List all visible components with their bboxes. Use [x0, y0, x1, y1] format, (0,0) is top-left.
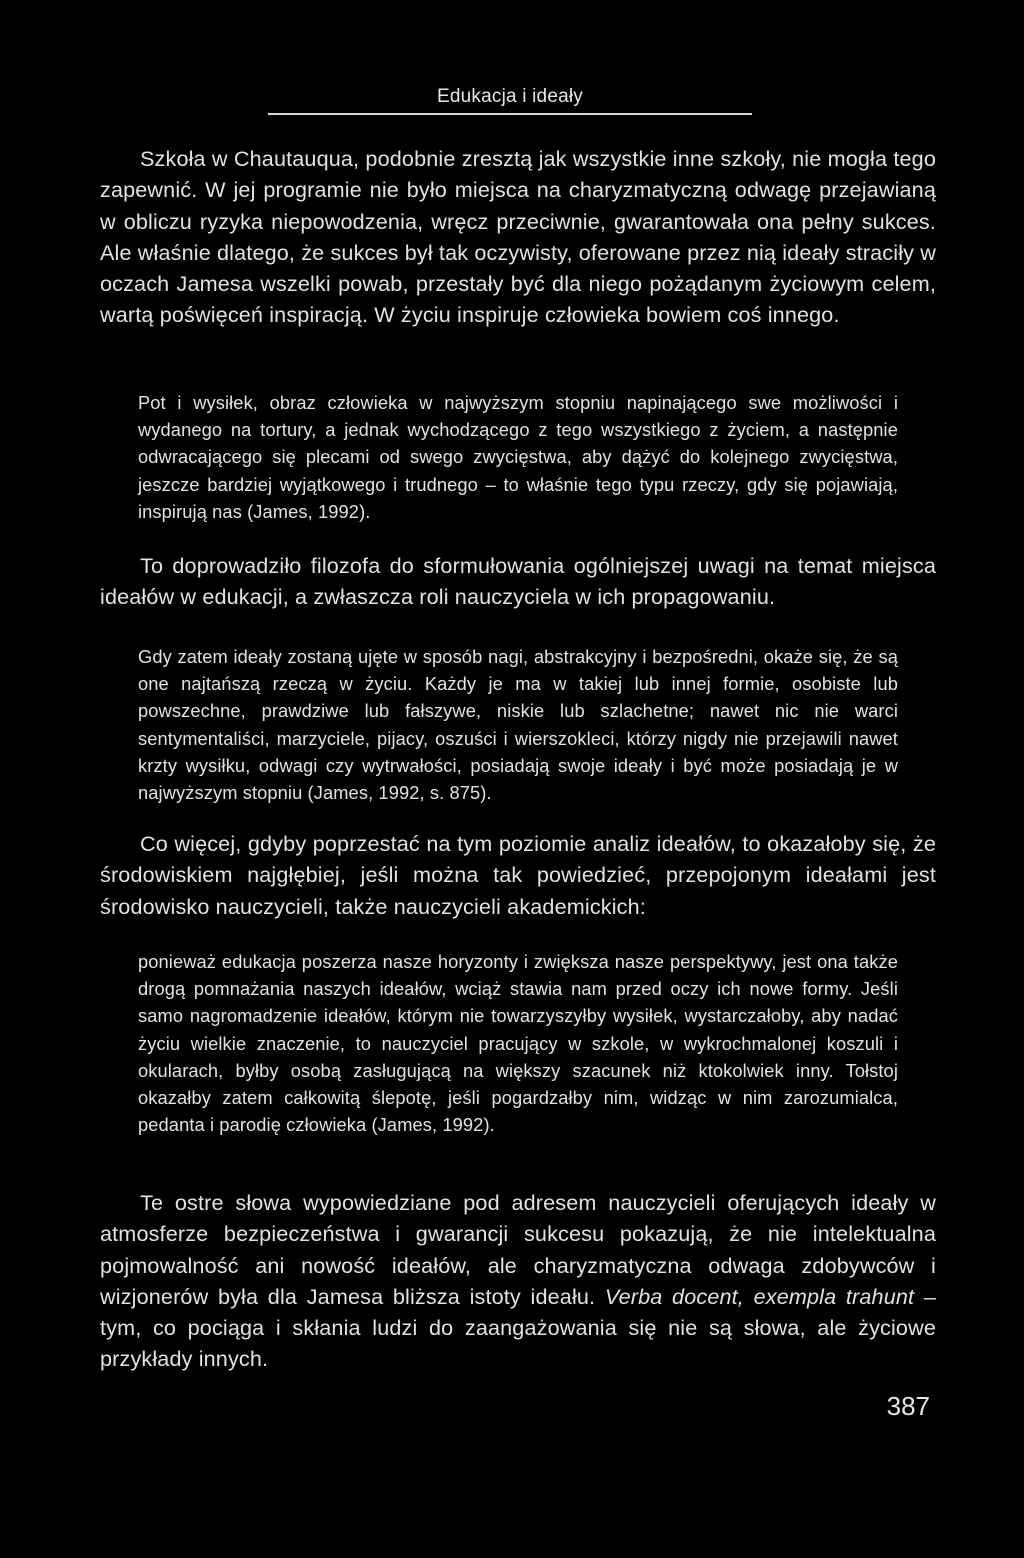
page-number: 387 [886, 1391, 930, 1421]
block-quote: Pot i wysiłek, obraz człowieka w najwyższym stopniu napinającego swe możliwości i wydanego na tortury, a jednak wychodzącego z tego wszystkiego z życiem, a następnie odwracającego się plecami od swego zwycięstwa, aby dążyć do kolejnego zwycięstwa, jeszcze bardziej wyjątkowego i trudnego – to właśnie tego typu rzeczy, gdy się pojawiają, inspirują nas (James, 1992). [138, 392, 898, 522]
body-paragraph: To doprowadziło filozofa do sformułowania ogólniejszej uwagi na temat miejsca ideałów w edukacji, a zwłaszcza roli nauczyciela w ich propagowaniu. [100, 553, 936, 610]
running-head: Edukacja i ideały [437, 86, 583, 107]
paragraph-text: – tym, co pociąga i skłania ludzi do zaangażowania się nie są słowa, ale życiowe przykłady innych. [100, 1283, 936, 1372]
latin-maxim: Verba docent, exempla trahunt [604, 1283, 915, 1309]
body-paragraph: Co więcej, gdyby poprzestać na tym poziomie analiz ideałów, to okazałoby się, że środowiskiem najgłębiej, jeśli można tak powiedzieć, przepojonym ideałami jest środowisko nauczycieli, także nauczycieli akademickich: [100, 831, 936, 919]
block-quote: Gdy zatem ideały zostaną ujęte w sposób nagi, abstrakcyjny i bezpośredni, okaże się, że są one najtańszą rzeczą w życiu. Każdy je ma w takiej lub innej formie, osobiste lub powszechne, prawdziwe lub fałszywe, niskie lub szlachetne; nawet nic nie warci sentymentaliści, marzyciele, pijacy, oszuści i wierszokleci, którzy nigdy nie przejawili nawet krzty wysiłku, odwagi czy wytrwałości, posiadają swoje ideały i być może posiadają je w najwyższym stopniu (James, 1992, s. 875). [138, 646, 898, 804]
body-paragraph: Szkoła w Chautauqua, podobnie zresztą jak wszystkie inne szkoły, nie mogła tego zapewnić. W jej programie nie było miejsca na charyzmatyczną odwagę przejawianą w obliczu ryzyka niepowodzenia, wręcz przeciwnie, gwarantowała ona pełny sukces. Ale właśnie dlatego, że sukces był tak oczywisty, oferowane przez nią ideały straciły w oczach Jamesa wszelki powab, przestały być dla niego pożądanym życiowym celem, wartą poświęceń inspiracją. W życiu inspiruje człowieka bowiem coś innego. [100, 146, 936, 328]
body-paragraph [100, 1187, 936, 1375]
block-quote: ponieważ edukacja poszerza nasze horyzonty i zwiększa nasze perspektywy, jest ona także drogą pomnażania naszych ideałów, wciąż stawia nam przed oczy ich nowe formy. Jeśli samo nagromadzenie ideałów, którym nie towarzyszyłby wysiłek, wystarczałoby, aby nadać życiu wielkie znaczenie, to nauczyciel pracujący w szkole, w wykrochmalonej koszuli i okularach, byłby osobą zasługującą na większy szacunek niż ktokolwiek inny. Tołstoj okazałby zatem całkowitą ślepotę, jeśli pogardzałby nim, widząc w nim zarozumialca, pedanta i parodię człowieka (James, 1992). [138, 951, 898, 1136]
header-rule [268, 113, 752, 115]
paragraph-text: Te ostre słowa wypowiedziane pod adresem nauczycieli oferujących ideały w atmosferze bezpieczeństwa i gwarancji sukcesu pokazują, że nie intelektualna pojmowalność ani nowość ideałów, ale charyzmatyczna odwaga zdobywców i wizjonerów była dla Jamesa bliższa istoty ideału. [100, 1190, 936, 1309]
